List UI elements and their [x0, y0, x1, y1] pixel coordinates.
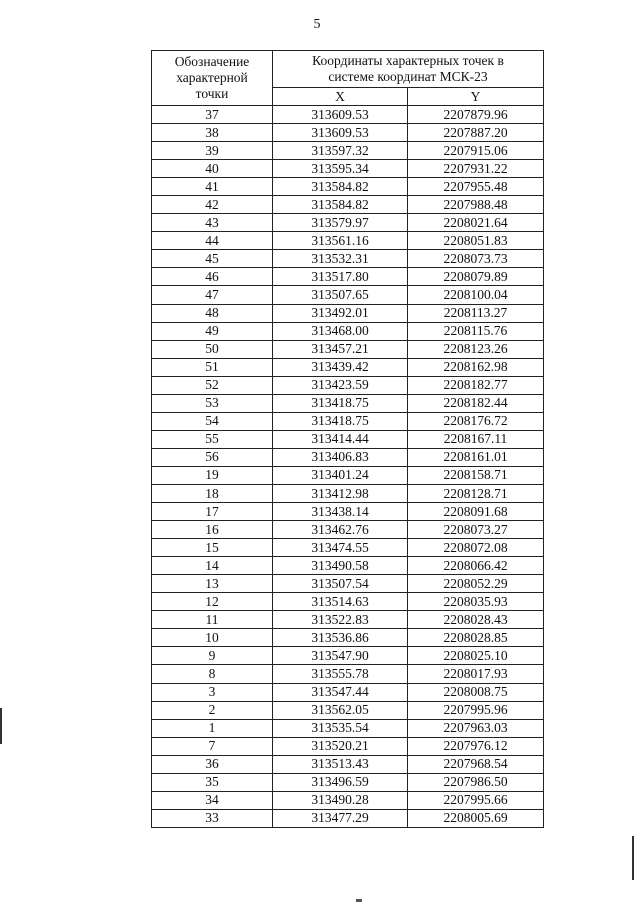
cell-y: 2208161.01 — [408, 448, 544, 466]
cell-x: 313401.24 — [273, 466, 408, 484]
cell-x: 313507.65 — [273, 286, 408, 304]
cell-point: 14 — [152, 557, 273, 575]
cell-x: 313412.98 — [273, 484, 408, 502]
cell-x: 313414.44 — [273, 430, 408, 448]
table-row — [152, 124, 544, 142]
cell-point: 54 — [152, 412, 273, 430]
cell-point: 55 — [152, 430, 273, 448]
table-row — [152, 484, 544, 502]
header-row — [152, 51, 544, 88]
table-row — [152, 755, 544, 773]
cell-y: 2207976.12 — [408, 737, 544, 755]
cell-y: 2208008.75 — [408, 683, 544, 701]
table-row — [152, 322, 544, 340]
cell-x: 313462.76 — [273, 521, 408, 539]
cell-y: 2208028.85 — [408, 629, 544, 647]
table-row — [152, 737, 544, 755]
cell-y: 2208176.72 — [408, 412, 544, 430]
cell-x: 313490.58 — [273, 557, 408, 575]
table-row — [152, 232, 544, 250]
header-point-line1: Обозначение — [174, 54, 250, 69]
cell-x: 313532.31 — [273, 250, 408, 268]
cell-x: 313474.55 — [273, 539, 408, 557]
table-row — [152, 448, 544, 466]
cell-x: 313457.21 — [273, 340, 408, 358]
cell-x: 313547.90 — [273, 647, 408, 665]
cell-y: 2208079.89 — [408, 268, 544, 286]
cell-x: 313522.83 — [273, 611, 408, 629]
cell-point: 43 — [152, 214, 273, 232]
table-row — [152, 250, 544, 268]
cell-y: 2207986.50 — [408, 773, 544, 791]
cell-point: 3 — [152, 683, 273, 701]
table-row — [152, 647, 544, 665]
table-row — [152, 521, 544, 539]
cell-point: 50 — [152, 340, 273, 358]
cell-point: 37 — [152, 106, 273, 124]
table-row — [152, 340, 544, 358]
cell-y: 2208073.73 — [408, 250, 544, 268]
cell-point: 48 — [152, 304, 273, 322]
table-row — [152, 629, 544, 647]
page-number: 5 — [313, 17, 321, 32]
cell-y: 2208017.93 — [408, 665, 544, 683]
cell-point: 36 — [152, 755, 273, 773]
cell-x: 313535.54 — [273, 719, 408, 737]
table-row — [152, 358, 544, 376]
cell-y: 2208123.26 — [408, 340, 544, 358]
cell-point: 46 — [152, 268, 273, 286]
cell-point: 39 — [152, 142, 273, 160]
cell-y: 2208128.71 — [408, 484, 544, 502]
table-row — [152, 466, 544, 484]
cell-x: 313547.44 — [273, 683, 408, 701]
table-row — [152, 593, 544, 611]
cell-y: 2208028.43 — [408, 611, 544, 629]
header-point-designation — [152, 51, 273, 106]
cell-y: 2208021.64 — [408, 214, 544, 232]
table-row — [152, 683, 544, 701]
cell-y: 2207887.20 — [408, 124, 544, 142]
table-row — [152, 160, 544, 178]
cell-x: 313468.00 — [273, 322, 408, 340]
cell-x: 313439.42 — [273, 358, 408, 376]
cell-y: 2208052.29 — [408, 575, 544, 593]
cell-x: 313584.82 — [273, 196, 408, 214]
header-x: X — [273, 88, 408, 106]
cell-y: 2208182.44 — [408, 394, 544, 412]
header-y: Y — [408, 88, 544, 106]
table-row — [152, 286, 544, 304]
cell-y: 2208162.98 — [408, 358, 544, 376]
scan-bottom-mark — [356, 899, 362, 902]
cell-point: 7 — [152, 737, 273, 755]
table-row — [152, 394, 544, 412]
cell-point: 10 — [152, 629, 273, 647]
table-row — [152, 412, 544, 430]
cell-y: 2208051.83 — [408, 232, 544, 250]
cell-point: 47 — [152, 286, 273, 304]
cell-x: 313609.53 — [273, 124, 408, 142]
table-row — [152, 376, 544, 394]
header-coords-line2: системе координат МСК-23 — [328, 69, 488, 84]
table-row — [152, 773, 544, 791]
header-coordinates — [273, 51, 544, 88]
cell-x: 313492.01 — [273, 304, 408, 322]
cell-point: 1 — [152, 719, 273, 737]
cell-y: 2207968.54 — [408, 755, 544, 773]
cell-y: 2208167.11 — [408, 430, 544, 448]
cell-x: 313406.83 — [273, 448, 408, 466]
table-row — [152, 430, 544, 448]
cell-x: 313536.86 — [273, 629, 408, 647]
cell-y: 2208158.71 — [408, 466, 544, 484]
table-row — [152, 503, 544, 521]
table-body — [152, 106, 544, 828]
table-row — [152, 719, 544, 737]
table-row — [152, 142, 544, 160]
cell-point: 38 — [152, 124, 273, 142]
cell-x: 313555.78 — [273, 665, 408, 683]
cell-x: 313514.63 — [273, 593, 408, 611]
cell-y: 2207988.48 — [408, 196, 544, 214]
cell-point: 35 — [152, 773, 273, 791]
table-row — [152, 214, 544, 232]
cell-x: 313609.53 — [273, 106, 408, 124]
cell-y: 2207995.66 — [408, 791, 544, 809]
cell-y: 2207963.03 — [408, 719, 544, 737]
cell-y: 2208073.27 — [408, 521, 544, 539]
cell-y: 2207995.96 — [408, 701, 544, 719]
cell-x: 313513.43 — [273, 755, 408, 773]
cell-y: 2207879.96 — [408, 106, 544, 124]
table-row — [152, 701, 544, 719]
table-row — [152, 665, 544, 683]
table-row — [152, 304, 544, 322]
cell-x: 313520.21 — [273, 737, 408, 755]
cell-point: 16 — [152, 521, 273, 539]
cell-y: 2208025.10 — [408, 647, 544, 665]
cell-y: 2208005.69 — [408, 809, 544, 827]
cell-y: 2207931.22 — [408, 160, 544, 178]
cell-point: 49 — [152, 322, 273, 340]
table-row — [152, 106, 544, 124]
cell-point: 52 — [152, 376, 273, 394]
cell-point: 19 — [152, 466, 273, 484]
cell-x: 313418.75 — [273, 394, 408, 412]
cell-point: 56 — [152, 448, 273, 466]
cell-y: 2208113.27 — [408, 304, 544, 322]
cell-y: 2208091.68 — [408, 503, 544, 521]
cell-point: 9 — [152, 647, 273, 665]
cell-point: 44 — [152, 232, 273, 250]
cell-point: 12 — [152, 593, 273, 611]
cell-point: 34 — [152, 791, 273, 809]
table-row — [152, 611, 544, 629]
cell-x: 313595.34 — [273, 160, 408, 178]
cell-y: 2207955.48 — [408, 178, 544, 196]
cell-point: 8 — [152, 665, 273, 683]
cell-x: 313584.82 — [273, 178, 408, 196]
table-row — [152, 809, 544, 827]
table-row — [152, 196, 544, 214]
cell-point: 33 — [152, 809, 273, 827]
header-point-line3: точки — [195, 86, 229, 101]
cell-x: 313579.97 — [273, 214, 408, 232]
table-row — [152, 539, 544, 557]
cell-point: 42 — [152, 196, 273, 214]
cell-point: 53 — [152, 394, 273, 412]
table-row — [152, 178, 544, 196]
table-row — [152, 575, 544, 593]
cell-x: 313507.54 — [273, 575, 408, 593]
cell-y: 2208066.42 — [408, 557, 544, 575]
cell-x: 313517.80 — [273, 268, 408, 286]
cell-x: 313562.05 — [273, 701, 408, 719]
cell-x: 313438.14 — [273, 503, 408, 521]
cell-point: 11 — [152, 611, 273, 629]
cell-x: 313561.16 — [273, 232, 408, 250]
cell-y: 2208035.93 — [408, 593, 544, 611]
header-point-line2: характерной — [176, 70, 248, 85]
cell-y: 2207915.06 — [408, 142, 544, 160]
cell-point: 18 — [152, 484, 273, 502]
header-coords-line1: Координаты характерных точек в — [312, 53, 504, 68]
cell-point: 45 — [152, 250, 273, 268]
cell-x: 313496.59 — [273, 773, 408, 791]
table-row — [152, 557, 544, 575]
cell-x: 313423.59 — [273, 376, 408, 394]
cell-x: 313597.32 — [273, 142, 408, 160]
cell-point: 51 — [152, 358, 273, 376]
table-row — [152, 268, 544, 286]
cell-point: 13 — [152, 575, 273, 593]
scan-edge-mark-left — [0, 708, 2, 744]
table-row — [152, 791, 544, 809]
cell-point: 41 — [152, 178, 273, 196]
cell-point: 15 — [152, 539, 273, 557]
cell-x: 313418.75 — [273, 412, 408, 430]
cell-x: 313490.28 — [273, 791, 408, 809]
coordinates-table — [151, 50, 544, 828]
cell-y: 2208100.04 — [408, 286, 544, 304]
cell-point: 2 — [152, 701, 273, 719]
cell-x: 313477.29 — [273, 809, 408, 827]
cell-y: 2208182.77 — [408, 376, 544, 394]
cell-y: 2208115.76 — [408, 322, 544, 340]
cell-point: 40 — [152, 160, 273, 178]
cell-point: 17 — [152, 503, 273, 521]
table-header — [152, 51, 544, 106]
cell-y: 2208072.08 — [408, 539, 544, 557]
